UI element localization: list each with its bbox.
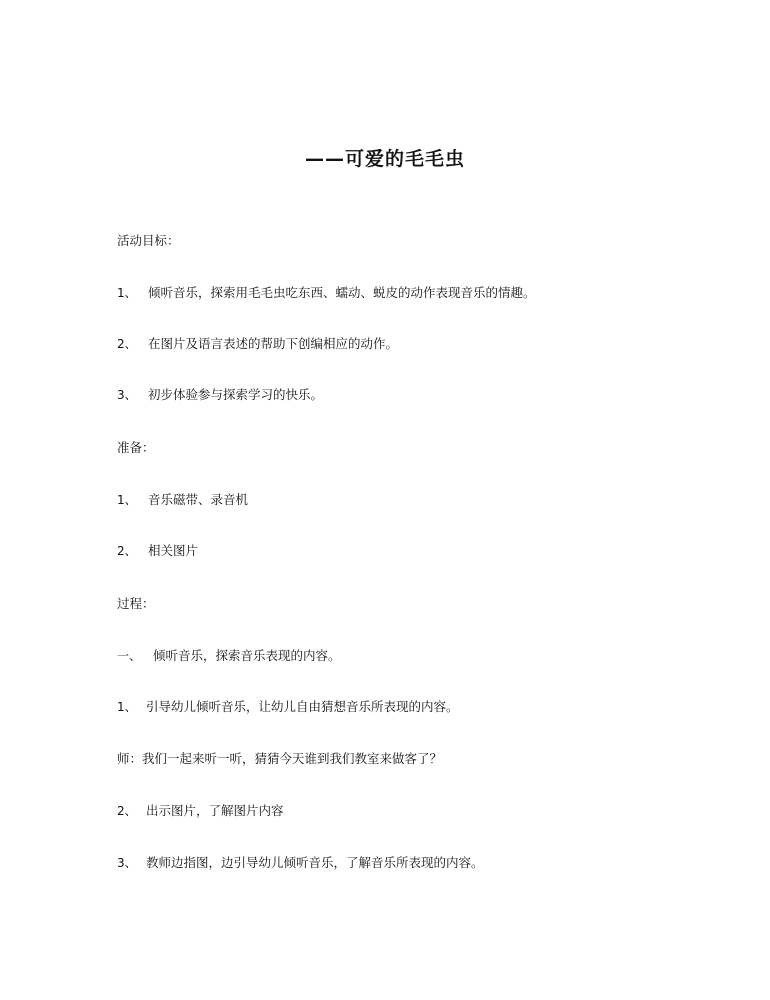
goal-item [117, 285, 536, 301]
goal-item [117, 387, 323, 403]
document-title: ——可爱的毛毛虫 [304, 148, 465, 170]
step-item [117, 803, 284, 819]
section-number: 一、 [117, 649, 142, 663]
goal-item [117, 336, 398, 352]
step-item [117, 855, 484, 871]
prep-text: 音乐磁带、录音机 [148, 492, 249, 507]
goal-number: 1、 [117, 286, 137, 300]
section-text: 倾听音乐，探索音乐表现的内容。 [153, 648, 341, 663]
prep-number: 2、 [117, 544, 137, 558]
step-text: 引导幼儿倾听音乐，让幼儿自由猜想音乐所表现的内容。 [146, 699, 459, 714]
step-number: 1、 [117, 700, 137, 714]
section-heading [117, 648, 341, 664]
prep-item [117, 492, 248, 508]
prep-item [117, 543, 198, 559]
goal-text: 初步体验参与探索学习的快乐。 [148, 387, 324, 402]
step-text: 出示图片，了解图片内容 [146, 803, 284, 818]
teacher-line [117, 751, 442, 767]
prep-heading: 准备： [117, 440, 155, 455]
goal-text: 在图片及语言表述的帮助下创编相应的动作。 [148, 336, 399, 351]
prep-number: 1、 [117, 493, 137, 507]
goal-text: 倾听音乐，探索用毛毛虫吃东西、蠕动、蜕皮的动作表现音乐的情趣。 [148, 285, 536, 300]
step-item [117, 699, 459, 715]
step-number: 2、 [117, 804, 137, 818]
process-heading: 过程： [117, 596, 155, 611]
step-text: 教师边指图，边引导幼儿倾听音乐，了解音乐所表现的内容。 [146, 855, 484, 870]
prep-text: 相关图片 [148, 543, 199, 558]
teacher-text: 师：我们一起来听一听，猜猜今天谁到我们教室来做客了？ [117, 751, 443, 766]
step-number: 3、 [117, 856, 137, 870]
goals-heading: 活动目标： [117, 233, 180, 248]
goal-number: 3、 [117, 388, 137, 402]
goal-number: 2、 [117, 337, 137, 351]
